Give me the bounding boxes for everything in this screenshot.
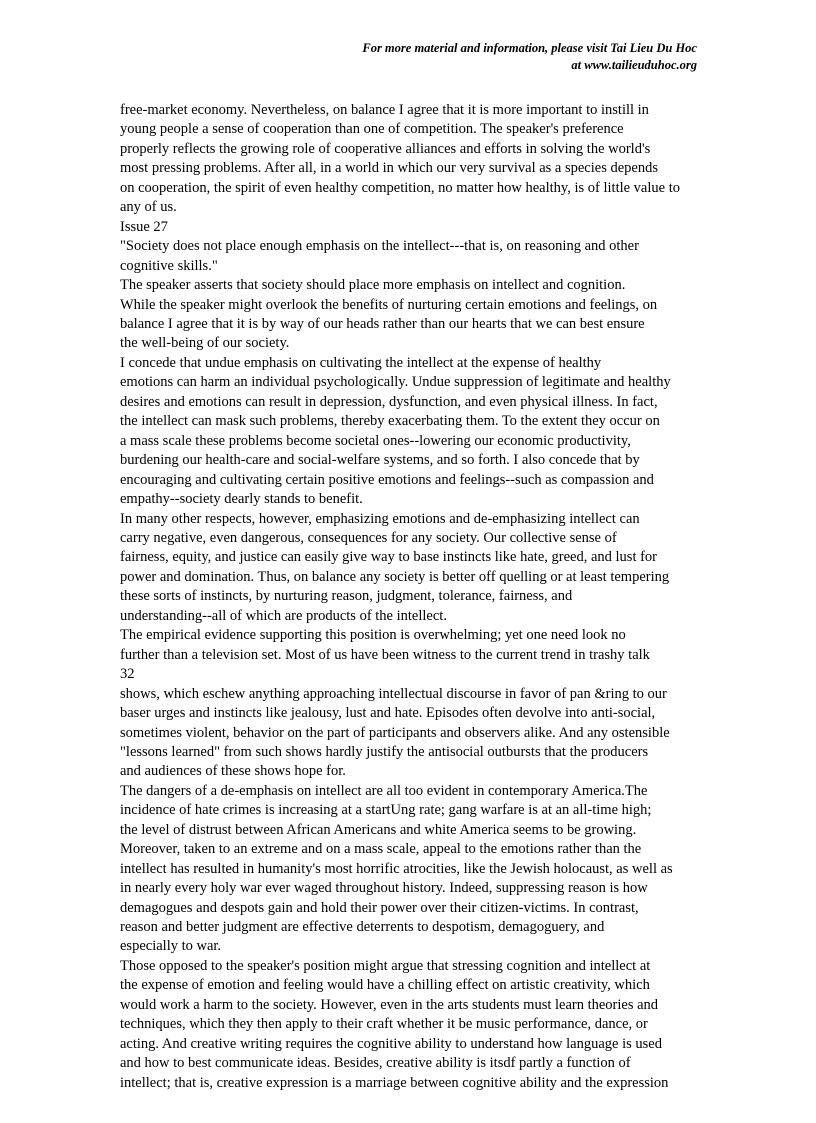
text-line: the intellect can mask such problems, thereby exacerbating them. To the extent they occur on xyxy=(120,413,660,430)
text-line: especially to war. xyxy=(120,938,222,955)
text-line: the expense of emotion and feeling would have a chilling effect on artistic creativity, which xyxy=(120,977,650,994)
text-line: understanding--all of which are products of the intellect. xyxy=(120,607,447,624)
text-line: acting. And creative writing requires the cognitive ability to understand how language is used xyxy=(120,1035,662,1052)
text-line: balance I agree that it is by way of our heads rather than our hearts that we can best ensure xyxy=(120,315,645,332)
header-line-2[interactable]: at www.tailieuduhoc.org xyxy=(571,58,697,72)
text-line: demagogues and despots gain and hold their power over their citizen-victims. In contrast, xyxy=(120,899,639,916)
document-body xyxy=(120,101,720,1093)
text-line: most pressing problems. After all, in a world in which our very survival as a species depends xyxy=(120,160,658,177)
text-line: burdening our health-care and social-welfare systems, and so forth. I also concede that by xyxy=(120,452,640,469)
text-line: a mass scale these problems become societal ones--lowering our economic productivity, xyxy=(120,432,631,449)
text-line: Issue 27 xyxy=(120,218,168,235)
text-line: intellect; that is, creative expression is a marriage between cognitive ability and the expression xyxy=(120,1074,669,1091)
text-line: incidence of hate crimes is increasing at a startUng rate; gang warfare is at an all-time high; xyxy=(120,802,652,819)
text-line: sometimes violent, behavior on the part of participants and observers alike. And any ostensible xyxy=(120,724,670,741)
text-line: In many other respects, however, emphasizing emotions and de-emphasizing intellect can xyxy=(120,510,640,527)
text-line: in nearly every holy war ever waged throughout history. Indeed, suppressing reason is how xyxy=(120,880,648,897)
text-line: power and domination. Thus, on balance any society is better off quelling or at least tempering xyxy=(120,568,670,585)
text-line: The dangers of a de-emphasis on intellect are all too evident in contemporary America.The xyxy=(120,782,648,799)
text-line: desires and emotions can result in depression, dysfunction, and even physical illness. In fact, xyxy=(120,393,658,410)
text-line: shows, which eschew anything approaching intellectual discourse in favor of pan &ring to our xyxy=(120,685,667,702)
text-line: cognitive skills." xyxy=(120,257,218,274)
text-line: the level of distrust between African Americans and white America seems to be growing. xyxy=(120,821,637,838)
text-line: Moreover, taken to an extreme and on a mass scale, appeal to the emotions rather than the xyxy=(120,841,642,858)
text-line: carry negative, even dangerous, consequences for any society. Our collective sense of xyxy=(120,529,617,546)
text-line: and how to best communicate ideas. Besides, creative ability is itsdf partly a function of xyxy=(120,1055,631,1072)
text-line: on cooperation, the spirit of even healthy competition, no matter how healthy, is of little value to xyxy=(120,179,680,196)
text-line: techniques, which they then apply to their craft whether it be music performance, dance, or xyxy=(120,1016,648,1033)
text-line: young people a sense of cooperation than one of competition. The speaker's preference xyxy=(120,121,624,138)
text-line: the well-being of our society. xyxy=(120,335,290,352)
text-line: The empirical evidence supporting this position is overwhelming; yet one need look no xyxy=(120,627,626,644)
text-line: Those opposed to the speaker's position might argue that stressing cognition and intellect at xyxy=(120,957,651,974)
text-line: and audiences of these shows hope for. xyxy=(120,763,346,780)
text-line: 32 xyxy=(120,666,135,683)
text-line: baser urges and instincts like jealousy, lust and hate. Episodes often devolve into anti-social, xyxy=(120,705,656,722)
text-line: properly reflects the growing role of cooperative alliances and efforts in solving the world's xyxy=(120,140,651,157)
text-line: free-market economy. Nevertheless, on balance I agree that it is more important to instill in xyxy=(120,102,649,118)
text-line: fairness, equity, and justice can easily give way to base instincts like hate, greed, and lust for xyxy=(120,549,658,566)
page-header xyxy=(362,40,697,74)
text-line: emotions can harm an individual psychologically. Undue suppression of legitimate and healthy xyxy=(120,374,671,391)
text-line: these sorts of instincts, by nurturing reason, judgment, tolerance, fairness, and xyxy=(120,588,573,605)
text-line: further than a television set. Most of us have been witness to the current trend in trashy talk xyxy=(120,646,650,663)
text-line: any of us. xyxy=(120,199,177,216)
text-line: intellect has resulted in humanity's most horrific atrocities, like the Jewish holocaust, as well as xyxy=(120,860,673,877)
text-line: encouraging and cultivating certain positive emotions and feelings--such as compassion and xyxy=(120,471,654,488)
text-line: "lessons learned" from such shows hardly justify the antisocial outbursts that the producers xyxy=(120,743,649,760)
text-line: "Society does not place enough emphasis on the intellect---that is, on reasoning and other xyxy=(120,238,639,255)
text-line: I concede that undue emphasis on cultivating the intellect at the expense of healthy xyxy=(120,354,602,371)
text-line: While the speaker might overlook the benefits of nurturing certain emotions and feelings, on xyxy=(120,296,658,313)
header-line-1: For more material and information, please visit Tai Lieu Du Hoc xyxy=(362,41,697,55)
text-line: empathy--society dearly stands to benefit. xyxy=(120,491,363,508)
text-line: The speaker asserts that society should place more emphasis on intellect and cognition. xyxy=(120,277,626,294)
text-line: would work a harm to the society. However, even in the arts students must learn theories and xyxy=(120,996,659,1013)
text-line: reason and better judgment are effective deterrents to despotism, demagoguery, and xyxy=(120,919,605,936)
